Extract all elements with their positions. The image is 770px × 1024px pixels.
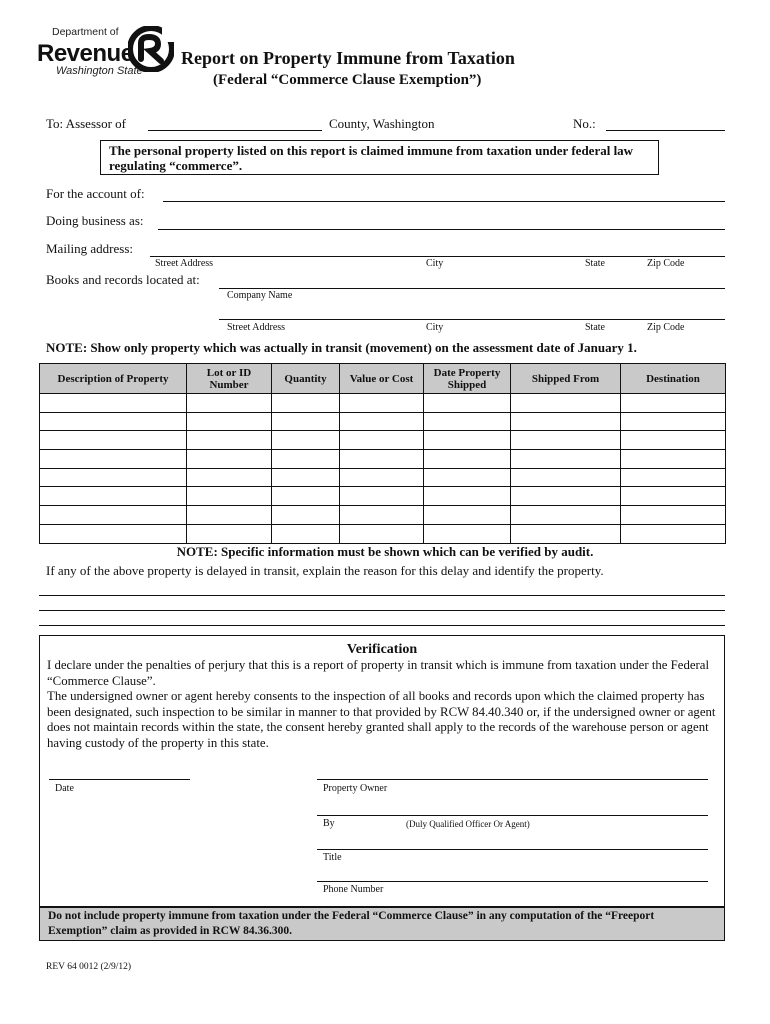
table-row bbox=[40, 394, 726, 413]
mailing-address-label: Mailing address: bbox=[46, 241, 134, 256]
table-row bbox=[40, 524, 726, 543]
books-company-field[interactable] bbox=[219, 271, 725, 289]
form-id: REV 64 0012 (2/9/12) bbox=[46, 962, 132, 972]
column-header: Value or Cost bbox=[340, 364, 424, 394]
verification-declaration: I declare under the penalties of perjury that this is a report of property in transit which is immune from taxation under the Federal “Commerce Clause”. bbox=[47, 658, 710, 688]
books-street-caption: Street Address bbox=[227, 322, 286, 333]
mailing-zip-caption: Zip Code bbox=[647, 258, 685, 269]
table-cell[interactable] bbox=[272, 394, 340, 413]
table-cell[interactable] bbox=[424, 524, 511, 543]
table-cell[interactable] bbox=[424, 506, 511, 525]
delay-instructions: If any of the above property is delayed in transit, explain the reason for this delay and identify the property. bbox=[46, 563, 604, 578]
books-address-field[interactable] bbox=[219, 302, 725, 320]
table-cell[interactable] bbox=[272, 450, 340, 469]
table-cell[interactable] bbox=[187, 450, 272, 469]
freeport-notice: Do not include property immune from taxation under the Federal “Commerce Clause” in any computation of the “Freeport Exemption” claim as provided in RCW 84.36.300. bbox=[39, 907, 725, 941]
delay-explanation-line-3[interactable] bbox=[39, 608, 725, 626]
title-field[interactable] bbox=[317, 832, 708, 850]
table-row bbox=[40, 487, 726, 506]
transit-note: NOTE: Show only property which was actually in transit (movement) on the assessment date of January 1. bbox=[46, 340, 637, 355]
table-cell[interactable] bbox=[340, 524, 424, 543]
books-city-caption: City bbox=[426, 322, 444, 333]
for-account-field[interactable] bbox=[163, 184, 725, 202]
table-cell[interactable] bbox=[621, 431, 726, 450]
audit-note: NOTE: Specific information must be shown which can be verified by audit. bbox=[176, 544, 594, 559]
for-account-label: For the account of: bbox=[46, 186, 145, 201]
books-records-label: Books and records located at: bbox=[46, 272, 200, 287]
table-cell[interactable] bbox=[511, 524, 621, 543]
table-cell[interactable] bbox=[424, 450, 511, 469]
table-cell[interactable] bbox=[40, 524, 187, 543]
column-header: Shipped From bbox=[511, 364, 621, 394]
by-caption: By bbox=[323, 818, 335, 829]
table-row bbox=[40, 468, 726, 487]
doing-business-label: Doing business as: bbox=[46, 213, 144, 228]
table-cell[interactable] bbox=[511, 468, 621, 487]
verification-text bbox=[47, 658, 719, 751]
logo-department-text: Department of bbox=[52, 26, 119, 38]
doing-business-field[interactable] bbox=[158, 212, 725, 230]
phone-number-caption: Phone Number bbox=[323, 884, 384, 895]
dor-logo-icon bbox=[128, 26, 174, 72]
table-cell[interactable] bbox=[40, 412, 187, 431]
column-header: Description of Property bbox=[40, 364, 187, 394]
number-label: No.: bbox=[573, 116, 596, 131]
table-cell[interactable] bbox=[621, 468, 726, 487]
table-cell[interactable] bbox=[511, 412, 621, 431]
table-cell[interactable] bbox=[40, 450, 187, 469]
table-cell[interactable] bbox=[621, 450, 726, 469]
table-cell[interactable] bbox=[424, 412, 511, 431]
table-cell[interactable] bbox=[424, 394, 511, 413]
table-cell[interactable] bbox=[424, 431, 511, 450]
table-cell[interactable] bbox=[621, 412, 726, 431]
assessor-label: To: Assessor of bbox=[46, 116, 126, 131]
verification-section bbox=[39, 635, 725, 907]
table-cell[interactable] bbox=[187, 431, 272, 450]
table-cell[interactable] bbox=[424, 468, 511, 487]
company-name-caption: Company Name bbox=[227, 290, 293, 301]
table-cell[interactable] bbox=[272, 506, 340, 525]
column-header: Quantity bbox=[272, 364, 340, 394]
table-row bbox=[40, 431, 726, 450]
books-zip-caption: Zip Code bbox=[647, 322, 685, 333]
table-cell[interactable] bbox=[272, 468, 340, 487]
agent-signature-field[interactable] bbox=[317, 798, 708, 816]
table-cell[interactable] bbox=[621, 487, 726, 506]
mailing-state-caption: State bbox=[585, 258, 605, 269]
table-cell[interactable] bbox=[187, 412, 272, 431]
logo-state-text: Washington State bbox=[56, 65, 143, 77]
table-cell[interactable] bbox=[511, 394, 621, 413]
table-cell[interactable] bbox=[272, 412, 340, 431]
column-header: Lot or ID Number bbox=[187, 364, 272, 394]
title-caption: Title bbox=[323, 852, 342, 863]
property-table bbox=[39, 363, 726, 544]
table-cell[interactable] bbox=[272, 487, 340, 506]
table-cell[interactable] bbox=[187, 468, 272, 487]
table-cell[interactable] bbox=[40, 394, 187, 413]
date-field[interactable] bbox=[49, 762, 190, 780]
table-cell[interactable] bbox=[340, 468, 424, 487]
table-cell[interactable] bbox=[511, 450, 621, 469]
table-cell[interactable] bbox=[424, 487, 511, 506]
table-cell[interactable] bbox=[340, 412, 424, 431]
table-cell[interactable] bbox=[40, 506, 187, 525]
table-header-row bbox=[40, 364, 726, 394]
table-row bbox=[40, 506, 726, 525]
table-cell[interactable] bbox=[187, 394, 272, 413]
table-cell[interactable] bbox=[621, 524, 726, 543]
table-cell[interactable] bbox=[340, 431, 424, 450]
date-caption: Date bbox=[55, 783, 74, 794]
property-owner-caption: Property Owner bbox=[323, 783, 388, 794]
table-cell[interactable] bbox=[272, 431, 340, 450]
table-cell[interactable] bbox=[272, 524, 340, 543]
logo-revenue-text: Revenue bbox=[37, 40, 134, 67]
table-cell[interactable] bbox=[187, 506, 272, 525]
table-cell[interactable] bbox=[340, 394, 424, 413]
verification-title: Verification bbox=[346, 642, 418, 657]
table-cell[interactable] bbox=[621, 506, 726, 525]
verification-consent: The undersigned owner or agent hereby consents to the inspection of all books and records upon which the claimed property has been designated, such inspection to be similar in manner to that provided by RCW 84.40.340 or, if the undersigned owner or agent does not maintain records within the state, the consent hereby granted shall apply to the records of the warehouse person or agent having custody of the property in this state. bbox=[47, 689, 716, 750]
claim-notice-box: The personal property listed on this report is claimed immune from taxation under federal law regulating “commerce”. bbox=[100, 140, 659, 175]
assessor-county-field[interactable] bbox=[148, 113, 322, 131]
county-label: County, Washington bbox=[329, 116, 435, 131]
table-cell[interactable] bbox=[40, 487, 187, 506]
table-cell[interactable] bbox=[621, 394, 726, 413]
table-cell[interactable] bbox=[340, 487, 424, 506]
table-cell[interactable] bbox=[340, 506, 424, 525]
table-cell[interactable] bbox=[511, 431, 621, 450]
table-cell[interactable] bbox=[511, 487, 621, 506]
table-cell[interactable] bbox=[187, 524, 272, 543]
table-row bbox=[40, 450, 726, 469]
table-cell[interactable] bbox=[511, 506, 621, 525]
report-number-field[interactable] bbox=[606, 113, 725, 131]
column-header: Destination bbox=[621, 364, 726, 394]
table-cell[interactable] bbox=[340, 450, 424, 469]
table-row bbox=[40, 412, 726, 431]
mailing-address-field[interactable] bbox=[150, 239, 725, 257]
table-cell[interactable] bbox=[187, 487, 272, 506]
officer-caption: (Duly Qualified Officer Or Agent) bbox=[406, 819, 530, 829]
property-owner-field[interactable] bbox=[317, 762, 708, 780]
page-title: Report on Property Immune from Taxation bbox=[181, 48, 515, 68]
column-header: Date Property Shipped bbox=[424, 364, 511, 394]
table-cell[interactable] bbox=[40, 431, 187, 450]
table-cell[interactable] bbox=[40, 468, 187, 487]
mailing-street-caption: Street Address bbox=[155, 258, 214, 269]
books-state-caption: State bbox=[585, 322, 605, 333]
phone-number-field[interactable] bbox=[317, 864, 708, 882]
page-subtitle: (Federal “Commerce Clause Exemption”) bbox=[213, 72, 482, 88]
mailing-city-caption: City bbox=[426, 258, 444, 269]
